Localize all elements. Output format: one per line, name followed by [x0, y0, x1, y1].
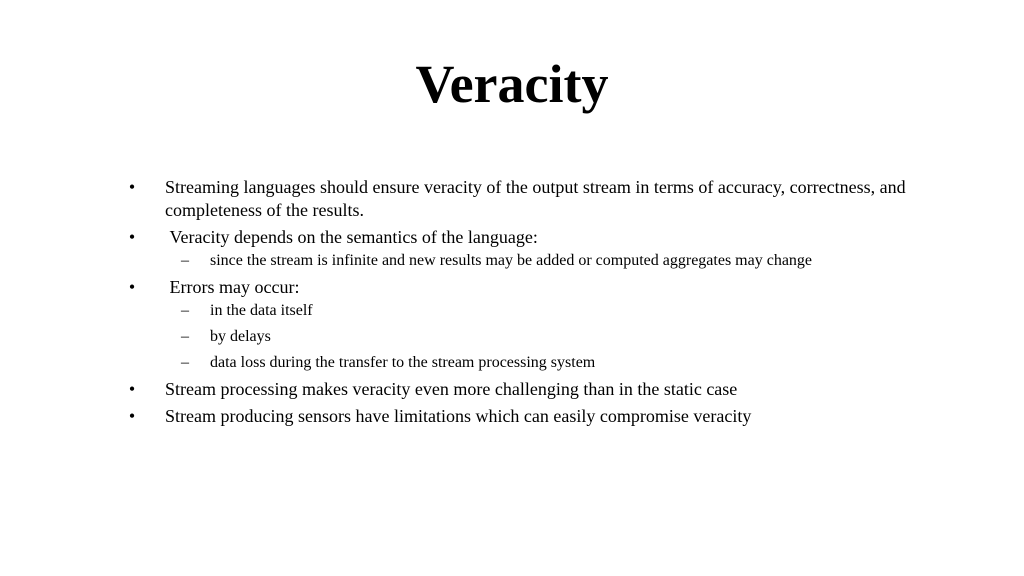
- bullet-text: Errors may occur:: [165, 277, 300, 297]
- bullet-text: Stream producing sensors have limitations which can easily compromise veracity: [165, 406, 752, 426]
- bullet-item: [125, 405, 915, 428]
- bullet-item: [125, 378, 915, 401]
- sub-bullet-marker: –: [181, 354, 189, 371]
- bullet-text: Veracity depends on the semantics of the language:: [165, 227, 538, 247]
- sub-bullet-text: since the stream is infinite and new results may be added or computed aggregates may change: [210, 252, 813, 269]
- sub-bullet-item: [165, 300, 915, 322]
- bullet-item: [125, 276, 915, 374]
- bullet-item: [125, 176, 915, 222]
- sub-bullet-marker: –: [181, 252, 189, 269]
- sub-bullet-text: in the data itself: [210, 302, 313, 319]
- bullet-item: [125, 226, 915, 272]
- sub-bullet-text: data loss during the transfer to the stream processing system: [210, 354, 596, 371]
- bullet-marker: •: [128, 277, 136, 297]
- sub-bullet-item: [165, 326, 915, 348]
- bullet-list: [125, 176, 915, 428]
- bullet-marker: •: [128, 227, 136, 247]
- slide-title: Veracity: [415, 54, 609, 114]
- sub-bullet-marker: –: [181, 328, 189, 345]
- slide-content: [125, 176, 915, 432]
- sub-bullet-list: [165, 250, 915, 272]
- bullet-marker: •: [128, 379, 136, 399]
- sub-bullet-text: by delays: [210, 328, 271, 345]
- bullet-marker: •: [128, 177, 136, 197]
- sub-bullet-item: [165, 250, 915, 272]
- bullet-text: Stream processing makes veracity even more challenging than in the static case: [165, 379, 738, 399]
- bullet-text: Streaming languages should ensure veracity of the output stream in terms of accuracy, correctness, and completeness of the results.: [165, 177, 906, 220]
- sub-bullet-item: [165, 352, 915, 374]
- sub-bullet-marker: –: [181, 302, 189, 319]
- bullet-marker: •: [128, 406, 136, 426]
- sub-bullet-list: [165, 300, 915, 374]
